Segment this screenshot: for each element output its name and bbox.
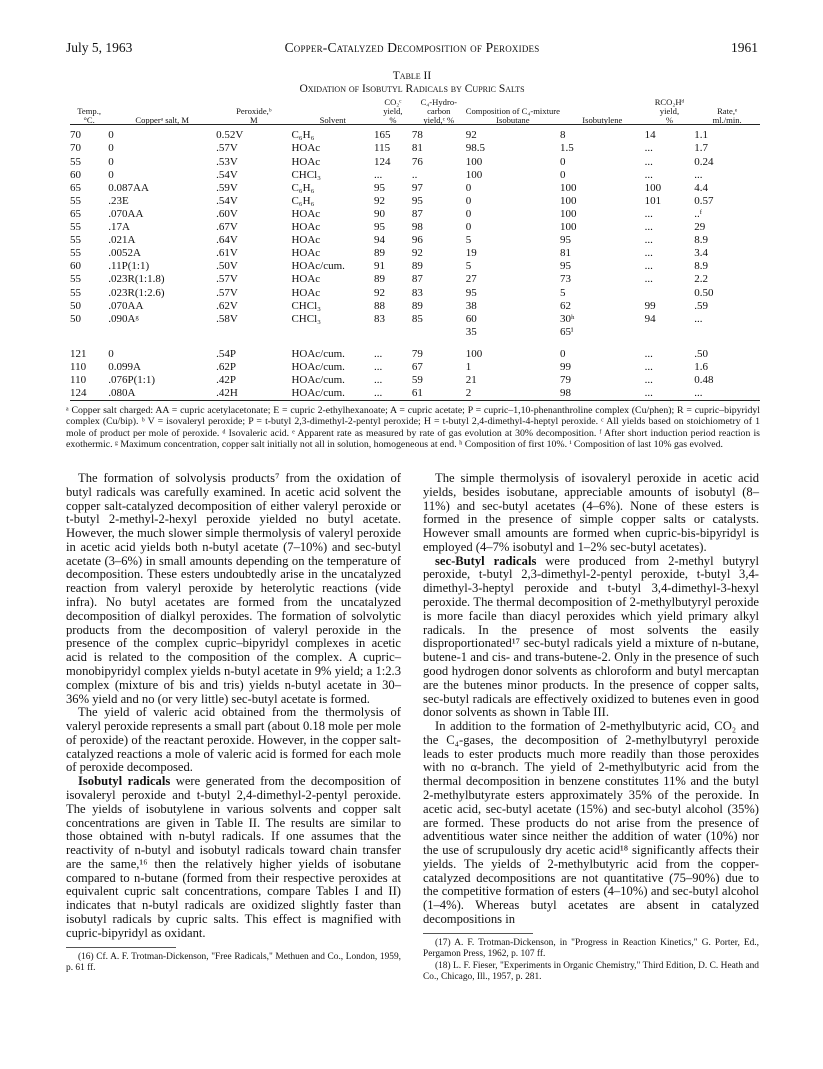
- table-header-cell: [108, 98, 216, 107]
- table-cell: 1.6: [694, 360, 709, 373]
- table-cell: .64V: [216, 234, 238, 247]
- table-cell: 0.24: [694, 155, 714, 168]
- table-cell: 55: [70, 221, 81, 234]
- page-header: [66, 40, 758, 58]
- table-cell: 95: [465, 286, 477, 299]
- table-cell: 38: [465, 299, 477, 312]
- table-header-cell: Peroxide,ᵇ: [236, 105, 272, 116]
- table-cell: 0: [559, 347, 566, 360]
- paragraph-text: were generated from the decomposition of isovaleryl peroxide and t-butyl 2,4-dimethyl-2-pentyl peroxide. The yields of isobutylene in various solvents and copper salt concentrations are given in Table II. The results are similar to those obtained with n-butyl radicals. If one assumes that the reactivity of n-butyl and isobutyl radicals toward chain transfer are the same,¹⁶ then the relatively higher yields of isobutane compared to n-butane (formed from their respective peroxides at equivalent cupric salt concentrations, compare Tables I and II) indicates that n-butyl radicals are oxidized slightly faster than isobutyl radicals by cupric salts. This effect is magnified with cupric-bipyridyl as oxidant.: [66, 774, 402, 940]
- table-header-cell: RCO₂Hᵈ: [654, 97, 685, 107]
- table-cell: [70, 326, 108, 339]
- paragraph: [66, 775, 401, 940]
- table-row: [70, 313, 760, 326]
- table-header-cell: M: [249, 114, 258, 125]
- table-cell: 8: [559, 129, 566, 142]
- table-cell: 81: [559, 247, 571, 260]
- footnote: (17) A. F. Trotman-Dickenson, in "Progress in Reaction Kinetics," G. Porter, Ed., Pergamon Press, 1962, p. 107 ff.: [423, 937, 759, 959]
- table-row: [70, 287, 760, 300]
- table-cell: HOAc/cum.: [291, 360, 345, 373]
- table-cell: 59: [411, 374, 423, 387]
- table-cell: .60V: [216, 207, 238, 220]
- table-cell: 90: [374, 207, 386, 220]
- table-cell: HOAc/cum.: [291, 347, 345, 360]
- table-cell: 96: [411, 234, 423, 247]
- table-cell: 29: [694, 221, 706, 234]
- table-header-cell: [560, 98, 645, 107]
- table-header-cell: yield,ᶜ %: [423, 114, 455, 125]
- table-cell: ...: [374, 360, 383, 373]
- table-cell: 8.9: [694, 234, 709, 247]
- table-cell: .54P: [216, 347, 237, 360]
- table-cell: 62: [559, 299, 571, 312]
- table-cell: .080A: [108, 387, 136, 400]
- table-cell: 3.4: [694, 247, 709, 260]
- table-cell: .59: [694, 299, 709, 312]
- table-cell: ...: [644, 273, 653, 286]
- table-cell: 55: [70, 247, 81, 260]
- table-cell: ...: [644, 155, 653, 168]
- table-cell: 65: [70, 181, 81, 194]
- table-cell: 100: [644, 181, 662, 194]
- table-cell: 55: [70, 286, 81, 299]
- footnote-rule: [66, 947, 176, 948]
- table-cell: 0: [559, 168, 566, 181]
- table-cell: 27: [465, 273, 477, 286]
- table-cell: 100: [465, 168, 483, 181]
- running-title: Copper-Catalyzed Decomposition of Peroxides: [284, 40, 540, 55]
- table-footnotes: ᵃ Copper salt charged: AA = cupric acetylacetonate; E = cupric 2-ethylhexanoate; A = cupric acetate; P = cupric–1,10-phenanthroline complex (Cu/phen); R = cupric–bipyridyl complex (Cu/bip). ᵇ V = isovaleryl peroxide; P = t-butyl 2,3-dimethyl-2-pentyl peroxide; H = t-butyl 2,4-dimethyl-4-heptyl peroxide. ᶜ All yields based on stoichiometry of 1 mole of product per mole of peroxide. ᵈ Isovaleric acid. ᵉ Apparent rate as measured by rate of gas evolution at 30% decomposition. ᶠ After short induction period reaction is exothermic. ᵍ Maximum concentration, copper salt initially not all in solution, homogeneous at end. ʰ Composition of first 10%. ⁱ Composition of last 10% gas evolved.: [66, 405, 760, 451]
- section-run-in-head: Isobutyl radicals: [78, 774, 171, 789]
- table-bottom-rule: [70, 401, 760, 404]
- data-table: [70, 98, 760, 403]
- table-cell: C₆H₆: [291, 181, 315, 194]
- table-cell: .53V: [216, 155, 238, 168]
- table-cell: 0: [465, 181, 472, 194]
- table-cell: 0.087AA: [108, 181, 149, 194]
- table-cell: 92: [374, 286, 386, 299]
- table-cell: 0.50: [694, 286, 714, 299]
- table-row: [70, 348, 760, 361]
- table-cell: 98: [559, 387, 571, 400]
- table-cell: 2.2: [694, 273, 709, 286]
- table-cell: 100: [559, 181, 577, 194]
- table-cell: 79: [559, 374, 571, 387]
- table-row: [70, 156, 760, 169]
- table-cell: 50: [70, 299, 81, 312]
- table-cell: [374, 326, 412, 339]
- table-cell: 89: [411, 299, 423, 312]
- table-cell: 14: [644, 129, 656, 142]
- table-cell: .67V: [216, 221, 238, 234]
- table-header-cell: Composition of C₄-mixture: [465, 105, 560, 116]
- table-row: [70, 387, 760, 401]
- table-cell: CHCl₃: [291, 299, 321, 312]
- paragraph: The yield of valeric acid obtained from the thermolysis of valeryl peroxide represents a small part (about 0.18 mole per mole of peroxide) of the reactant peroxide. However, in the copper salt-catalyzed reactions a mole of valeric acid is formed for each mole of peroxide decomposed.: [66, 705, 401, 775]
- table-cell: 55: [70, 273, 81, 286]
- table-cell: 100: [465, 347, 483, 360]
- table-row: [70, 247, 760, 260]
- table-cell: .50V: [216, 260, 238, 273]
- table-cell: 1.5: [559, 142, 574, 155]
- table-cell: 5: [465, 234, 472, 247]
- table-cell: 55: [70, 155, 81, 168]
- table-cell: HOAc/cum.: [291, 260, 345, 273]
- table-row: [70, 195, 760, 208]
- table-cell: 94: [374, 234, 386, 247]
- table-cell: 60: [70, 168, 81, 181]
- table-cell: 95: [559, 234, 571, 247]
- left-column: [66, 472, 401, 974]
- right-column: [423, 472, 759, 983]
- table-header-cell: CO₂ᶜ: [384, 97, 402, 107]
- table-header-row: [70, 116, 760, 125]
- table-cell: 0.57: [694, 194, 714, 207]
- table-cell: .57V: [216, 142, 238, 155]
- table-cell: .62P: [216, 360, 237, 373]
- header-date: July 5, 1963: [66, 40, 133, 55]
- table-header-cell: °C.: [83, 114, 95, 125]
- table-cell: .076P(1:1): [108, 374, 156, 387]
- table-cell: .54V: [216, 194, 238, 207]
- table-cell: 0.52V: [216, 129, 244, 142]
- table-row: [70, 221, 760, 234]
- table-cell: 83: [374, 312, 386, 325]
- table-cell: ...: [644, 168, 653, 181]
- table-cell: HOAc: [291, 234, 321, 247]
- table-cell: .17A: [108, 221, 130, 234]
- page-number: 1961: [731, 40, 758, 55]
- table-cell: 19: [465, 247, 477, 260]
- table-cell: [412, 326, 466, 339]
- table-cell: 0: [465, 207, 472, 220]
- table-header-cell: carbon: [427, 105, 451, 116]
- table-cell: HOAc: [291, 273, 321, 286]
- table-cell: CHCl₃: [291, 168, 321, 181]
- table-cell: 92: [465, 129, 477, 142]
- table-cell: .58V: [216, 312, 238, 325]
- table-cell: .0052A: [108, 247, 141, 260]
- table-cell: 91: [374, 260, 386, 273]
- table-cell: ...: [644, 207, 653, 220]
- table-cell: 95: [411, 194, 423, 207]
- table-cell: 121: [70, 347, 87, 360]
- table-cell: 89: [374, 273, 386, 286]
- table-cell: ..: [411, 168, 418, 181]
- table-cell: .090Aᵍ: [108, 312, 139, 325]
- table-cell: 87: [411, 207, 423, 220]
- table-header-cell: Temp.,: [77, 105, 102, 116]
- table-row: [70, 374, 760, 387]
- table-cell: 124: [374, 155, 391, 168]
- table-cell: 92: [374, 194, 386, 207]
- table-cell: 100: [559, 194, 577, 207]
- table-cell: .57V: [216, 273, 238, 286]
- table-cell: ...: [694, 312, 703, 325]
- table-cell: 88: [374, 299, 386, 312]
- table-cell: 81: [411, 142, 423, 155]
- table-cell: HOAc: [291, 286, 321, 299]
- table-header-cell: Isobutane: [496, 114, 530, 125]
- table-cell: 115: [374, 142, 391, 155]
- table-row: [70, 142, 760, 155]
- table-cell: ..ᶠ: [694, 207, 703, 220]
- table-cell: 0.48: [694, 374, 714, 387]
- table-cell: .42H: [216, 387, 238, 400]
- table-cell: 124: [70, 387, 87, 400]
- table-cell: 89: [411, 260, 423, 273]
- table-cell: 50: [70, 312, 81, 325]
- table-cell: .57V: [216, 286, 238, 299]
- table-cell: 92: [411, 247, 423, 260]
- table-cell: 99: [559, 360, 571, 373]
- table-cell: [694, 326, 760, 339]
- paragraph: [423, 555, 759, 720]
- table-cell: .50: [694, 347, 709, 360]
- table-cell: 35: [465, 325, 477, 338]
- table-cell: HOAc: [291, 247, 321, 260]
- paragraph: In addition to the formation of 2-methylbutyric acid, CO₂ and the C₄-gases, the decomposition of 2-methylbutyryl peroxide leads to ester products much more readily than those peroxides with no α-branch. The yield of 2-methylbutyric acid from the thermal decomposition in benzene constitutes 11% and the butyl 2-methylbutyrate esters approximately 35% of the peroxide. In acetic acid, sec-butyl acetate (15%) and sec-butyl alcohol (35%) are formed. These products do not arise from the presence of adventitious water since neither the addition of water (10%) nor the use of scrupulously dry acetic acid¹⁸ significantly affects their yields. The yields of 2-methylbutyric acid from the copper-catalyzed decompositions are not quantitative (75–90%) due to the competitive formation of esters (4–10%) and sec-butyl alcohol (1–4%). Whereas butyl acetates are absent in catalyzed decompositions in: [423, 719, 759, 926]
- table-cell: 55: [70, 194, 81, 207]
- table-cell: [291, 326, 374, 339]
- table-cell: .23E: [108, 194, 129, 207]
- table-cell: ...: [644, 142, 653, 155]
- table-cell: ...: [374, 347, 383, 360]
- table-cell: .62V: [216, 299, 238, 312]
- table-cell: 110: [70, 374, 87, 387]
- table-cell: ...: [374, 387, 383, 400]
- table-cell: 1: [465, 360, 472, 373]
- table-cell: .54V: [216, 168, 238, 181]
- table-cell: 76: [411, 155, 423, 168]
- table-cell: 0: [108, 168, 114, 181]
- table-header-cell: ml./min.: [712, 114, 742, 125]
- table-row: [70, 326, 760, 339]
- table-cell: 2: [465, 387, 472, 400]
- table-cell: CHCl₃: [291, 312, 321, 325]
- table-cell: 0: [108, 142, 114, 155]
- table-cell: 99: [644, 299, 656, 312]
- table-cell: .070AA: [108, 299, 144, 312]
- table-cell: 101: [644, 194, 662, 207]
- table-header-cell: Rate,ᵉ: [717, 105, 738, 116]
- table-cell: ...: [644, 221, 653, 234]
- table-cell: .61V: [216, 247, 238, 260]
- table-cell: 97: [411, 181, 423, 194]
- table-header-cell: Isobutylene: [582, 114, 623, 125]
- table-cell: 79: [411, 347, 423, 360]
- table-cell: ...: [374, 168, 383, 181]
- table-row: [70, 361, 760, 374]
- table-cell: .11P(1:1): [108, 260, 150, 273]
- table-header-cell: yield,: [659, 105, 680, 116]
- table-cell: ...: [644, 347, 653, 360]
- table-cell: 0: [108, 129, 114, 142]
- table-cell: ...: [644, 360, 653, 373]
- table-gap: [70, 339, 760, 348]
- table-cell: ...: [374, 374, 383, 387]
- table-cell: 65ⁱ: [559, 325, 574, 338]
- table-cell: 95: [374, 221, 386, 234]
- table-cell: 0: [465, 221, 472, 234]
- table-cell: 94: [644, 312, 656, 325]
- table-cell: .021A: [108, 234, 136, 247]
- table-cell: .42P: [216, 374, 237, 387]
- footnote-rule: [423, 933, 533, 934]
- table-header-cell: [291, 98, 374, 107]
- table-row: [70, 169, 760, 182]
- table-cell: 5: [559, 286, 566, 299]
- paragraph-text: were produced from 2-methyl butyryl peroxide, t-butyl 2,3-dimethyl-2-pentyl peroxide, t-butyl 3,4-dimethyl-3-heptyl peroxide and t-butyl 3,4-dimethyl-3-hexyl peroxide. The thermal decomposition of 2-methylbutyryl peroxide is more facile than diacyl peroxides which yield primary alkyl radicals. In the presence of most solvents the easily disproportionated¹⁷ sec-butyl radicals yield a mixture of n-butane, butene-1 and cis- and trans-butene-2. Only in the presence of such good hydrogen donor solvents as chloroform and butyl mercaptan are the butenes minor products. In the presence of copper salts, sec-butyl radicals are effectively oxidized to butenes even in good donor solvents as shown in Table III.: [423, 553, 759, 720]
- table-cell: 83: [411, 286, 423, 299]
- table-cell: 85: [411, 312, 423, 325]
- table-cell: HOAc/cum.: [291, 374, 345, 387]
- table-cell: .023R(1:1.8): [108, 273, 165, 286]
- table-cell: 78: [411, 129, 423, 142]
- table-cell: 70: [70, 142, 81, 155]
- table-header-cell: %: [389, 114, 397, 125]
- table-cell: 0: [465, 194, 472, 207]
- table-cell: 95: [374, 181, 386, 194]
- table-cell: ...: [644, 387, 653, 400]
- table-title: Oxidation of Isobutyl Radicals by Cupric Salts: [299, 83, 525, 95]
- table-row: [70, 182, 760, 195]
- table-header-cell: yield,: [383, 105, 403, 116]
- table-cell: 165: [374, 129, 391, 142]
- table-row: [70, 300, 760, 313]
- table-row: [70, 273, 760, 286]
- table-cell: 4.4: [694, 181, 709, 194]
- table-header-cell: Copperᵃ salt, M: [135, 114, 190, 125]
- table-cell: 87: [411, 273, 423, 286]
- table-cell: 0: [108, 155, 114, 168]
- table-cell: HOAc: [291, 221, 321, 234]
- paragraph: The formation of solvolysis products⁷ from the oxidation of butyl radicals was carefully examined. In acetic acid solvent the copper salt-catalyzed decomposition of either valeryl peroxide or t-butyl 2-methyl-2-hexyl peroxide yielded no butyl acetate. However, the much slower simple thermolysis of valeryl peroxide in acetic acid yields both n-butyl acetate (7–10%) and sec-butyl acetate (3–6%) in small amounts depending on the temperature of decomposition. These esters undoubtedly arise in the uncatalyzed reaction from valeryl peroxide by heterolytic reactions (vide infra). No butyl acetates are formed from the uncatalyzed decomposition of dialkyl peroxides. The formation of solvolytic products from the decomposition of valeryl peroxide in the presence of the complex cupric–bipyridyl complexes in acetic acid is related to the composition of the complex. A cupric–monobipyridyl complex yields n-butyl acetate in 9% yield; a 1:2.3 complex (mixture of bis and tris) yields n-butyl acetate in 30–36% yield and no (or very little) sec-butyl acetate is formed.: [66, 471, 401, 706]
- table-cell: HOAc/cum.: [291, 387, 345, 400]
- table-cell: [216, 326, 291, 339]
- table-cell: 100: [465, 155, 483, 168]
- table-cell: ...: [644, 234, 653, 247]
- table-cell: 100: [559, 207, 577, 220]
- table-cell: 5: [465, 260, 472, 273]
- table-row: [70, 260, 760, 273]
- table-cell: 95: [559, 260, 571, 273]
- table-cell: 0.099A: [108, 360, 141, 373]
- table-cell: 1.1: [694, 129, 709, 142]
- table-cell: 21: [465, 374, 477, 387]
- table-row: [70, 234, 760, 247]
- table-caption: [66, 70, 758, 96]
- table-cell: 98.5: [465, 142, 485, 155]
- table-cell: 70: [70, 129, 81, 142]
- table-cell: .023R(1:2.6): [108, 286, 165, 299]
- table-cell: 0: [559, 155, 566, 168]
- table-cell: [645, 326, 695, 339]
- table-cell: [108, 326, 216, 339]
- table-cell: 1.7: [694, 142, 709, 155]
- table-cell: 110: [70, 360, 87, 373]
- table-cell: ...: [644, 247, 653, 260]
- footnote: (16) Cf. A. F. Trotman-Dickenson, "Free Radicals," Methuen and Co., London, 1959, p. 61 ff.: [66, 951, 401, 973]
- table-cell: C₆H₆: [291, 194, 315, 207]
- table-cell: 55: [70, 234, 81, 247]
- table-cell: 73: [559, 273, 571, 286]
- table-cell: .070AA: [108, 207, 144, 220]
- paragraph: The simple thermolysis of isovaleryl peroxide in acetic acid yields, besides isobutane, appreciable amounts of isobutyl (8–11%) and sec-butyl acetates (4–6%). None of these esters is formed in the presence of simple copper salts or catalysts. However small amounts are formed when cupric-bis-bipyridyl is employed (4–7% isobutyl and 1–2% sec-butyl acetates).: [423, 471, 759, 554]
- table-label: Table II: [392, 70, 432, 82]
- table-cell: .59V: [216, 181, 238, 194]
- table-cell: ...: [694, 168, 703, 181]
- table-cell: 8.9: [694, 260, 709, 273]
- table-header-row: [70, 98, 760, 107]
- table-cell: HOAc: [291, 207, 321, 220]
- table-cell: 89: [374, 247, 386, 260]
- table-cell: 61: [411, 387, 423, 400]
- table-cell: 100: [559, 221, 577, 234]
- table-cell: 30ʰ: [559, 312, 575, 325]
- table-cell: 0: [108, 347, 114, 360]
- table-row: [70, 129, 760, 142]
- section-run-in-head: sec-Butyl radicals: [435, 553, 537, 568]
- table-cell: C₆H₆: [291, 129, 315, 142]
- table-cell: 65: [70, 207, 81, 220]
- table-cell: 60: [70, 260, 81, 273]
- table-cell: [645, 287, 695, 300]
- table-cell: HOAc: [291, 142, 321, 155]
- table-cell: ...: [644, 374, 653, 387]
- table-cell: 60: [465, 312, 477, 325]
- table-cell: 67: [411, 360, 423, 373]
- table-cell: ...: [644, 260, 653, 273]
- table-row: [70, 208, 760, 221]
- table-header-cell: Solvent: [319, 114, 346, 125]
- table-header-cell: %: [665, 114, 674, 125]
- table-cell: HOAc: [291, 155, 321, 168]
- table-header-cell: C₄-Hydro-: [420, 97, 457, 107]
- table-cell: ...: [694, 387, 703, 400]
- footnote: (18) L. F. Fieser, "Experiments in Organic Chemistry," Third Edition, D. C. Heath and Co., Chicago, Ill., 1957, p. 281.: [423, 960, 759, 982]
- table-cell: 98: [411, 221, 423, 234]
